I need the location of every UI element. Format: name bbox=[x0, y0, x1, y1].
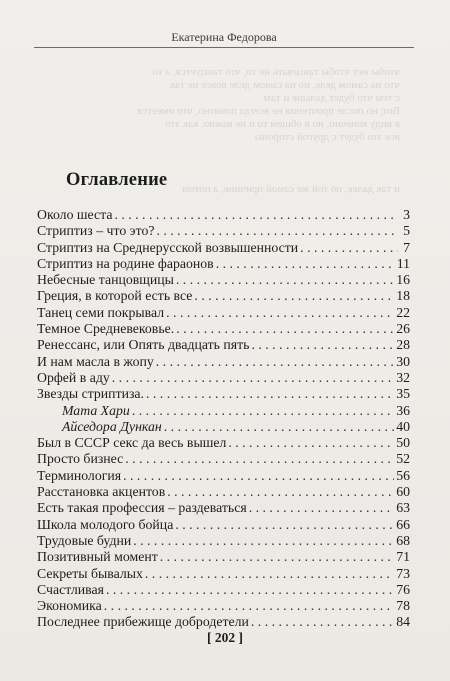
toc-entry-title: И нам масла в жопу bbox=[37, 353, 154, 369]
toc-entry-title: Мата Хари bbox=[62, 402, 130, 418]
toc-entry-page: 66 bbox=[396, 516, 410, 532]
dot-leader bbox=[216, 256, 395, 272]
toc-entry-page: 5 bbox=[403, 223, 410, 239]
bleed-through-line: и так далее, по той же самой причине, а потом bbox=[182, 183, 400, 195]
dot-leader bbox=[132, 403, 394, 419]
toc-entry-title: Терминология bbox=[37, 467, 122, 483]
toc-entry-page: 26 bbox=[396, 321, 410, 337]
toc-entry-title: Позитивный момент bbox=[37, 549, 158, 565]
toc-entry bbox=[37, 566, 410, 582]
toc-entry bbox=[37, 321, 410, 337]
toc-entry-page: 52 bbox=[396, 451, 410, 467]
toc-entry-page: 68 bbox=[396, 532, 410, 548]
running-head: Екатерина Федорова bbox=[171, 30, 277, 44]
toc-entry bbox=[37, 582, 410, 598]
dot-leader bbox=[104, 598, 394, 614]
toc-entry-page: 11 bbox=[396, 255, 410, 271]
dot-leader bbox=[156, 223, 398, 239]
toc-entry-page: 28 bbox=[396, 337, 410, 353]
toc-entry-title: Трудовые будни bbox=[37, 532, 132, 548]
dot-leader bbox=[156, 354, 394, 370]
toc-entry-page: 18 bbox=[396, 288, 410, 304]
dot-leader bbox=[166, 305, 394, 321]
toc-entry-page: 60 bbox=[396, 484, 410, 500]
toc-entry bbox=[37, 500, 410, 516]
bleed-through-line: все это будет с другой стороны bbox=[254, 131, 400, 143]
toc-entry-title: Орфей в аду bbox=[37, 369, 110, 385]
toc-entry bbox=[37, 403, 410, 419]
toc-entry bbox=[37, 386, 410, 402]
toc-entry-title: Экономика bbox=[37, 598, 102, 614]
toc-entry-title: Стриптиз на Среднерусской возвышенности bbox=[37, 239, 299, 255]
toc-entry-title: Айседора Дункан bbox=[62, 418, 162, 434]
toc-entry-title: Темное Средневековье. bbox=[37, 321, 175, 337]
toc-entry-page: 76 bbox=[396, 581, 410, 597]
toc-entry bbox=[37, 354, 410, 370]
toc-entry bbox=[37, 223, 410, 239]
toc-entry-page: 3 bbox=[403, 207, 410, 222]
toc-entry-title: Танец семи покрывал bbox=[37, 304, 165, 320]
dot-leader bbox=[251, 614, 394, 630]
toc-entry-title: Школа молодого бойца bbox=[37, 516, 174, 532]
toc-entry bbox=[37, 419, 410, 435]
dot-leader bbox=[194, 288, 394, 304]
toc-entry-page: 63 bbox=[396, 500, 410, 516]
toc-entry bbox=[37, 549, 410, 565]
toc-entry-page: 40 bbox=[396, 418, 410, 434]
dot-leader bbox=[114, 207, 398, 223]
dot-leader bbox=[300, 240, 398, 256]
toc-entry-page: 36 bbox=[396, 402, 410, 418]
toc-entry-title: Есть такая профессия – раздеваться bbox=[37, 500, 247, 516]
toc-entry-page: 30 bbox=[396, 353, 410, 369]
toc-entry bbox=[37, 305, 410, 321]
toc-entry-page: 7 bbox=[403, 239, 410, 255]
toc-entry-page: 22 bbox=[396, 304, 410, 320]
toc-entry-title: Ренессанс, или Опять двадцать пять bbox=[37, 337, 250, 353]
toc-entry bbox=[37, 288, 410, 304]
toc-entry bbox=[37, 517, 410, 533]
dot-leader bbox=[167, 484, 394, 500]
toc-entry bbox=[37, 256, 410, 272]
dot-leader bbox=[123, 468, 394, 484]
table-of-contents bbox=[37, 207, 410, 631]
bleed-through-line bbox=[40, 144, 400, 157]
dot-leader bbox=[164, 419, 394, 435]
dot-leader bbox=[251, 337, 394, 353]
toc-entry bbox=[37, 435, 410, 451]
dot-leader bbox=[160, 549, 394, 565]
toc-entry bbox=[37, 484, 410, 500]
bleed-through-line bbox=[40, 157, 400, 170]
toc-entry-title: Стриптиз на родине фараонов bbox=[37, 255, 214, 271]
toc-entry-page: 78 bbox=[396, 598, 410, 614]
toc-entry-title: Небесные танцовщицы bbox=[37, 272, 174, 288]
dot-leader bbox=[133, 533, 394, 549]
toc-entry-title: Секреты бывалых bbox=[37, 565, 143, 581]
bleed-through-line: с тем что будет дальше и там bbox=[263, 92, 400, 104]
dot-leader bbox=[146, 386, 394, 402]
dot-leader bbox=[106, 582, 394, 598]
toc-entry-page: 35 bbox=[396, 386, 410, 402]
bleed-through-line: чтобы нет чтобы танцевать не то, что танцуется, а то bbox=[152, 66, 400, 78]
toc-entry bbox=[37, 370, 410, 386]
dot-leader bbox=[125, 451, 394, 467]
bleed-through-line: Вот, но после прочтения не всегда понятно, что имеется bbox=[136, 105, 400, 117]
toc-entry-title: Греция, в которой есть все bbox=[37, 288, 193, 304]
bleed-through-line: что на самом деле, но на самом деле вовсе не так bbox=[169, 79, 400, 91]
toc-entry-page: 50 bbox=[396, 435, 410, 451]
toc-entry-page: 16 bbox=[396, 272, 410, 288]
toc-entry bbox=[37, 207, 410, 223]
toc-entry-page: 73 bbox=[396, 565, 410, 581]
dot-leader bbox=[112, 370, 394, 386]
toc-entry bbox=[37, 240, 410, 256]
dot-leader bbox=[249, 500, 395, 516]
toc-entry-title: Последнее прибежище добродетели bbox=[37, 614, 249, 630]
dot-leader bbox=[176, 272, 394, 288]
toc-entry-title: Около шеста bbox=[37, 207, 113, 222]
toc-entry bbox=[37, 614, 410, 630]
dot-leader bbox=[228, 435, 394, 451]
toc-title: Оглавление bbox=[66, 170, 168, 190]
toc-entry-title: Просто бизнес bbox=[37, 451, 124, 467]
bleed-through-line: в виду конечно, но в общем то и не важно, как это bbox=[165, 118, 400, 130]
toc-entry bbox=[37, 533, 410, 549]
dot-leader bbox=[176, 321, 394, 337]
toc-entry bbox=[37, 468, 410, 484]
toc-entry bbox=[37, 598, 410, 614]
toc-entry-page: 84 bbox=[396, 614, 410, 630]
toc-entry-title: Стриптиз – что это? bbox=[37, 223, 155, 239]
toc-entry-title: Расстановка акцентов bbox=[37, 484, 166, 500]
toc-entry-title: Звезды стриптиза. bbox=[37, 386, 144, 402]
toc-entry-page: 56 bbox=[396, 467, 410, 483]
toc-entry bbox=[37, 337, 410, 353]
toc-entry bbox=[37, 451, 410, 467]
header-rule bbox=[34, 47, 414, 48]
page-number: [ 202 ] bbox=[207, 630, 243, 645]
dot-leader bbox=[175, 517, 394, 533]
toc-entry bbox=[37, 272, 410, 288]
toc-entry-page: 32 bbox=[396, 369, 410, 385]
toc-entry-title: Был в СССР секс да весь вышел bbox=[37, 435, 227, 451]
toc-entry-page: 71 bbox=[396, 549, 410, 565]
dot-leader bbox=[145, 566, 394, 582]
toc-entry-title: Счастливая bbox=[37, 581, 104, 597]
